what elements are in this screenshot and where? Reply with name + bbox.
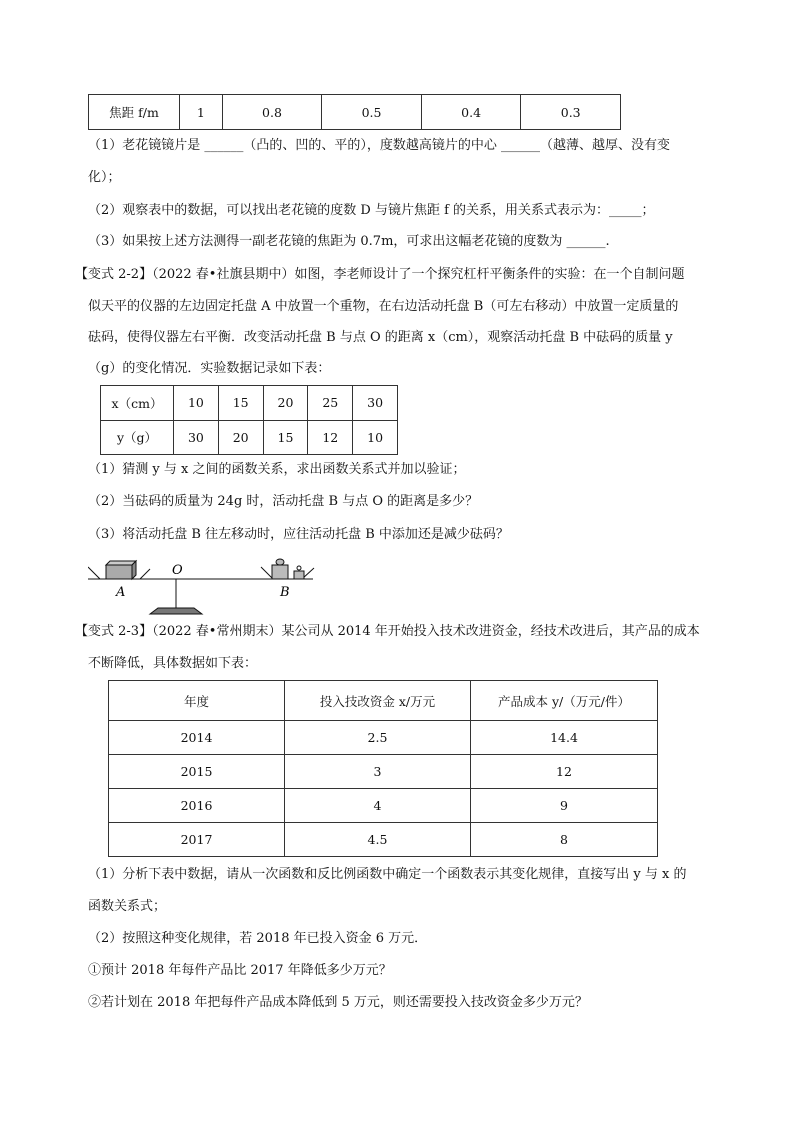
question-text: （3）如果按上述方法测得一副老花镜的焦距为 0.7m，可求出这幅老花镜的度数为 ______. <box>88 234 610 249</box>
table-cell: 0.5 <box>322 95 422 130</box>
cost-data-table <box>108 680 658 857</box>
question-text: （2）当砝码的质量为 24g 时，活动托盘 B 与点 O 的距离是多少？ <box>88 494 479 509</box>
table-cell: 0.4 <box>421 95 521 130</box>
lever-diagram <box>88 552 328 618</box>
table-cell: 2016 <box>109 789 285 823</box>
question-text: （3）将活动托盘 B 往左移动时，应往活动托盘 B 中添加还是减少砝码？ <box>88 527 509 542</box>
table-cell: 2017 <box>109 823 285 857</box>
table-cell: 15 <box>218 386 263 421</box>
table-row <box>109 823 658 857</box>
table-cell: 2014 <box>109 721 285 755</box>
table-cell: 25 <box>308 386 353 421</box>
focal-length-table <box>88 94 621 130</box>
table-cell: 3 <box>285 755 471 789</box>
table-cell: 4.5 <box>285 823 471 857</box>
problem-text: （g）的变化情况．实验数据记录如下表： <box>88 361 331 376</box>
problem-title: 【变式 2-2】（2022 春•社旗县期中）如图，李老师设计了一个探究杠杆平衡条件的实验：在一个自制问题 <box>75 267 685 282</box>
question-text: （2）按照这种变化规律，若 2018 年已投入资金 6 万元． <box>88 931 428 946</box>
table-cell: 10 <box>174 386 219 421</box>
table-cell: 12 <box>471 755 658 789</box>
label-o: O <box>172 563 183 578</box>
table-row <box>89 95 621 130</box>
lever-balance-figure <box>88 552 328 622</box>
table-cell: 30 <box>174 420 219 455</box>
lever-data-table <box>100 385 398 455</box>
table-header-cell: 焦距 f/m <box>89 95 180 130</box>
table-cell: 1 <box>180 95 223 130</box>
table-cell: 30 <box>353 386 398 421</box>
table-cell: 20 <box>218 420 263 455</box>
table-header-cell: 投入技改资金 x/万元 <box>285 681 471 721</box>
table-cell: 0.8 <box>222 95 322 130</box>
fulcrum-base <box>150 608 202 614</box>
question-text: （1）猜测 y 与 x 之间的函数关系，求出函数关系式并加以验证； <box>88 462 466 477</box>
table-header-cell: x（cm） <box>101 386 174 421</box>
label-a: A <box>116 585 126 600</box>
weight-block <box>106 561 136 579</box>
question-text: 函数关系式； <box>88 899 167 914</box>
table-cell: 2.5 <box>285 721 471 755</box>
table-cell: 0.3 <box>521 95 621 130</box>
table-row <box>101 386 398 421</box>
table-row <box>109 721 658 755</box>
table-row <box>109 755 658 789</box>
table-cell: 10 <box>353 420 398 455</box>
question-text: （1）老花镜镜片是 ______（凸的、凹的、平的），度数越高镜片的中心 ______（越薄、越厚、没有变 <box>88 138 671 153</box>
table-cell: 9 <box>471 789 658 823</box>
problem-text: 不断降低，具体数据如下表： <box>88 656 258 671</box>
table-cell: 15 <box>263 420 308 455</box>
question-text: 化）； <box>88 170 121 185</box>
table-header-cell: 年度 <box>109 681 285 721</box>
problem-text: 砝码，使得仪器左右平衡．改变活动托盘 B 与点 O 的距离 x（cm），观察活动托盘 B 中砝码的质量 y <box>88 330 673 345</box>
table-cell: 4 <box>285 789 471 823</box>
question-text: （2）观察表中的数据，可以找出老花镜的度数 D 与镜片焦距 f 的关系，用关系式表示为：_____； <box>88 203 655 218</box>
table-row <box>101 420 398 455</box>
weights <box>272 559 304 579</box>
question-text: ②若计划在 2018 年把每件产品成本降低到 5 万元，则还需要投入技改资金多少万元？ <box>88 995 588 1010</box>
problem-title: 【变式 2-3】（2022 春•常州期末）某公司从 2014 年开始投入技术改进资金，经技术改进后，其产品的成本 <box>75 624 700 639</box>
table-row <box>109 789 658 823</box>
table-cell: 2015 <box>109 755 285 789</box>
table-cell: 20 <box>263 386 308 421</box>
question-text: ①预计 2018 年每件产品比 2017 年降低多少万元？ <box>88 963 392 978</box>
table-header-cell: y（g） <box>101 420 174 455</box>
label-b: B <box>280 585 290 600</box>
table-cell: 8 <box>471 823 658 857</box>
table-cell: 14.4 <box>471 721 658 755</box>
question-text: （1）分析下表中数据，请从一次函数和反比例函数中确定一个函数表示其变化规律，直接写出 y 与 x 的 <box>88 867 687 882</box>
table-header-cell: 产品成本 y/（万元/件） <box>471 681 658 721</box>
table-cell: 12 <box>308 420 353 455</box>
problem-text: 似天平的仪器的左边固定托盘 A 中放置一个重物，在右边活动托盘 B（可左右移动）中放置一定质量的 <box>88 299 679 314</box>
table-header-row <box>109 681 658 721</box>
